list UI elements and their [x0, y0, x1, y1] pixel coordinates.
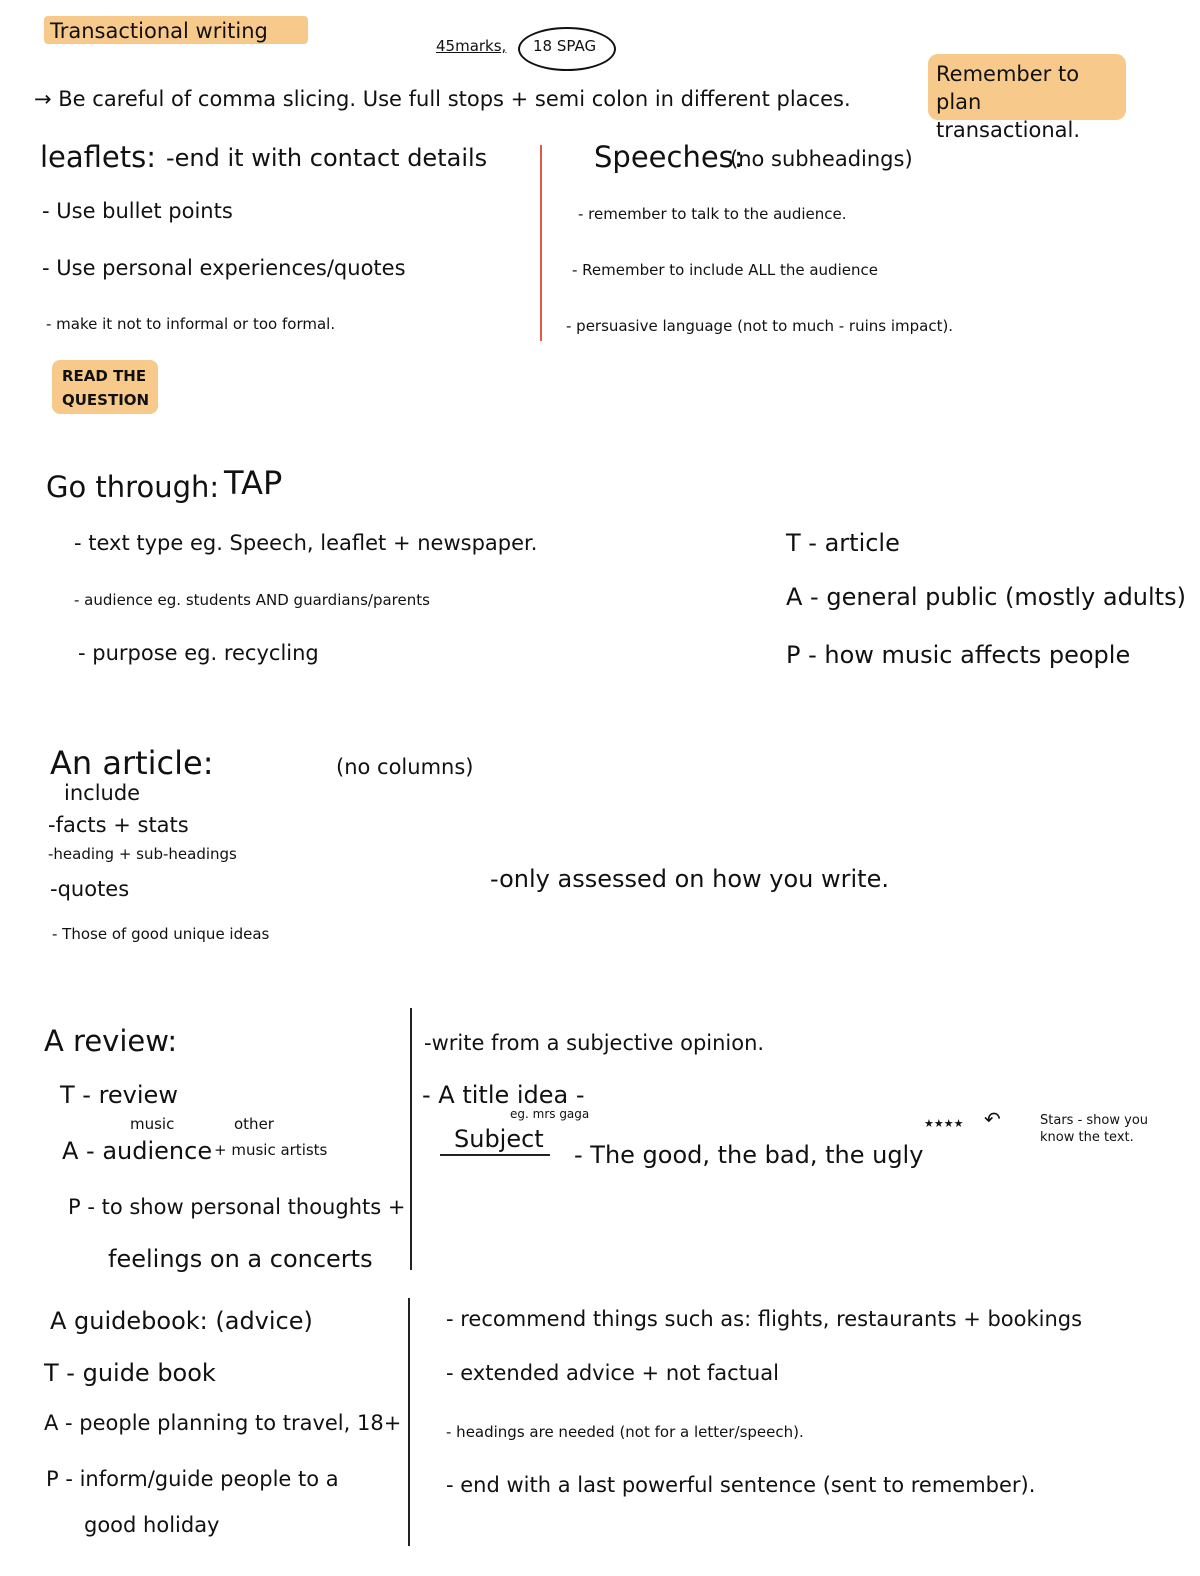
leaflets-item: - Use personal experiences/quotes	[42, 256, 406, 280]
page-title: Transactional writing	[50, 19, 268, 43]
column-divider-red	[540, 145, 542, 341]
review-a-above: music	[130, 1115, 175, 1133]
stars-icon: ★★★★	[924, 1117, 964, 1130]
leaflets-note: -end it with contact details	[166, 144, 488, 172]
tap-keyword: TAP	[224, 464, 283, 502]
guidebook-item: P - inform/guide people to a	[46, 1467, 339, 1491]
tap-example: A - general public (mostly adults)	[786, 583, 1186, 611]
leaflets-heading: leaflets:	[40, 140, 157, 174]
review-good-bad: - The good, the bad, the ugly	[574, 1141, 924, 1169]
article-item: -heading + sub-headings	[48, 845, 237, 863]
leaflets-item: - make it not to informal or too formal.	[46, 315, 336, 333]
article-side-note: -only assessed on how you write.	[490, 865, 889, 893]
marks-label: 45marks,	[436, 37, 507, 55]
guidebook-heading: A guidebook: (advice)	[50, 1307, 313, 1335]
review-p: P - to show personal thoughts +	[68, 1195, 406, 1219]
review-example-small: eg. mrs gaga	[510, 1107, 590, 1121]
review-a-above: other	[234, 1115, 274, 1133]
review-t: T - review	[60, 1081, 178, 1109]
review-divider	[410, 1008, 412, 1270]
tap-example: P - how music affects people	[786, 641, 1131, 669]
review-heading: A review:	[44, 1024, 178, 1058]
article-item: - Those of good unique ideas	[52, 925, 270, 943]
guidebook-right-item: - headings are needed (not for a letter/speech).	[446, 1423, 804, 1441]
article-note: (no columns)	[336, 755, 474, 779]
article-heading: An article:	[50, 744, 214, 782]
speeches-note: (no subheadings)	[730, 147, 913, 171]
article-item: -facts + stats	[48, 813, 189, 837]
article-item: -quotes	[50, 877, 130, 901]
tip-text: → Be careful of comma slicing. Use full stops + semi colon in different places.	[34, 87, 851, 111]
review-a-tail: + music artists	[214, 1141, 328, 1159]
tap-heading: Go through:	[46, 470, 220, 504]
speeches-item: - Remember to include ALL the audience	[572, 261, 878, 279]
guidebook-right-item: - extended advice + not factual	[446, 1361, 779, 1385]
curved-arrow-icon: ↶	[984, 1107, 1001, 1131]
subject-underline	[440, 1154, 550, 1156]
review-subject: Subject	[454, 1125, 544, 1153]
guidebook-item: T - guide book	[44, 1359, 216, 1387]
speeches-item: - persuasive language (not to much - ruins impact).	[566, 317, 954, 335]
guidebook-item: A - people planning to travel, 18+	[44, 1411, 402, 1435]
speeches-heading: Speeches:	[594, 140, 744, 174]
guidebook-right-item: - end with a last powerful sentence (sent to remember).	[446, 1473, 1036, 1497]
guidebook-item: good holiday	[84, 1513, 220, 1537]
guidebook-divider	[408, 1298, 410, 1546]
tap-item: - audience eg. students AND guardians/parents	[74, 591, 430, 609]
review-right-item: - A title idea -	[422, 1081, 585, 1109]
tap-item: - purpose eg. recycling	[78, 641, 319, 665]
review-p2: feelings on a concerts	[108, 1245, 373, 1273]
read-question-note: READ THE QUESTION	[62, 367, 150, 409]
review-a: A - audience	[62, 1137, 213, 1165]
tap-example: T - article	[786, 529, 900, 557]
stars-note: Stars - show you know the text.	[1040, 1113, 1149, 1145]
spag-label: 18 SPAG	[533, 37, 597, 55]
review-right-item: -write from a subjective opinion.	[424, 1031, 765, 1055]
reminder-note: Remember to plan transactional.	[936, 62, 1081, 142]
article-sub: include	[64, 781, 141, 805]
speeches-item: - remember to talk to the audience.	[578, 205, 847, 223]
tap-item: - text type eg. Speech, leaflet + newspaper.	[74, 531, 538, 555]
leaflets-item: - Use bullet points	[42, 199, 233, 223]
guidebook-right-item: - recommend things such as: flights, restaurants + bookings	[446, 1307, 1083, 1331]
